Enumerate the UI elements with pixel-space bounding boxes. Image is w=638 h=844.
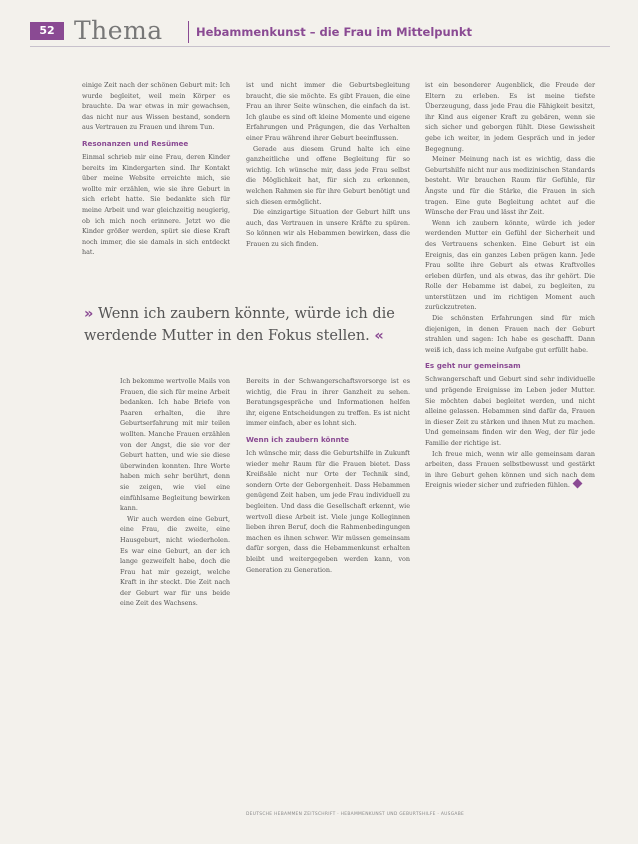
header-divider	[188, 21, 189, 43]
column-1-top	[82, 80, 230, 258]
subheading: Wenn ich zaubern könnte	[246, 434, 350, 444]
paragraph: einige Zeit nach der schönen Geburt mit: Ich wurde begleitet, weil mein Körper es brauchte. Da war etwas in mir gewachsen, das nicht nur aus Wissen bestand, sondern aus Vertrauen zu Frauen und ihrem Tun.	[82, 81, 230, 132]
paragraph: Die einzigartige Situation der Geburt hilft uns auch, das Vertrauen in unsere Kräfte zu spüren. So können wir als Hebammen bewirken, dass die Frauen zu sich finden.	[246, 208, 410, 248]
paragraph: Wenn ich zaubern könnte, würde ich jeder werdenden Mutter ein Gefühl der Sicherheit und des Vertrauens schenken. Eine Geburt ist ein Ereignis, das ein ganzes Leben prägen kann. Jede Frau sollte ihre Geburt als etwas Kraftvolles erleben dürfen, und als etwas, das ihr gehört. Die Rolle der Hebamme ist dabei, zu begleiten, zu unterstützen und im richtigen Moment auch zurückzutreten.	[425, 218, 595, 312]
section-subtitle: Hebammenkunst – die Frau im Mittelpunkt	[196, 25, 473, 39]
column-2-top	[246, 80, 410, 250]
paragraph: Ich bekomme wertvolle Mails von Frauen, die sich für meine Arbeit bedanken. Ich habe Briefe von Paaren erhalten, die ihre Geburtserfahrung mit mir teilen wollten. Manche Frauen erzählen von der Angst, die sie vor der Geburt hatten, und wie sie diese überwinden konnten. Ihre Worte haben mich sehr berührt, denn sie zeigen, wie viel eine einfühlsame Begleitung bewirken kann.	[120, 377, 230, 513]
paragraph: ist und nicht immer die Geburtsbegleitung braucht, die sie möchte. Es gibt Frauen, die eine Frau an ihrer Seite wünschen, die einfach da ist. Ich glaube es sind oft kleine Momente und eigene Erfahrungen und Prägungen, die das Verhalten einer Frau während ihrer Geburt beeinflussen.	[246, 81, 410, 142]
quote-open-mark: »	[84, 306, 94, 322]
column-3	[425, 80, 595, 491]
subheading: Es geht nur gemeinsam	[425, 361, 521, 371]
paragraph: Ich wünsche mir, dass die Geburtshilfe in Zukunft wieder mehr Raum für die Frauen bietet. Dass Kreißsäle nicht nur Orte der Technik sind, sondern Orte der Geborgenheit. Dass Hebammen genügend Zeit haben, um jede Frau individuell zu begleiten. Und dass die Gesellschaft erkennt, wie wertvoll diese Arbeit ist. Viele junge Kolleginnen lieben ihren Beruf, doch die Rahmenbedingungen machen es ihnen schwer. Wir müssen gemeinsam dafür sorgen, dass die Hebammenkunst erhalten bleibt und weitergegeben werden kann, von Generation zu Generation.	[246, 448, 410, 574]
paragraph-text: Ich freue mich, wenn wir alle gemeinsam daran arbeiten, dass Frauen selbstbewusst und gestärkt in ihre Geburt gehen können und sich nach dem Ereignis wieder sicher und zufrieden fühlen.	[425, 449, 595, 490]
paragraph: ist ein besonderer Augenblick, die Freude der Eltern zu erleben. Es ist meine tiefste Überzeugung, dass jede Frau die Fähigkeit besitzt, ihr Kind aus eigener Kraft zu gebären, wenn sie sich sicher und geborgen fühlt. Diese Gewissheit gebe ich weiter, in jedem Gespräch und in jeder Begegnung.	[425, 81, 595, 153]
paragraph: Die schönsten Erfahrungen sind für mich diejenigen, in denen Frauen nach der Geburt strahlen und sagen: Ich habe es geschafft. Dann weiß ich, dass ich meine Aufgabe gut erfüllt habe.	[425, 314, 595, 354]
subheading: Resonanzen und Resümee	[82, 138, 189, 148]
quote-close-mark: «	[374, 328, 384, 344]
header-rule	[30, 46, 610, 47]
paragraph: Einmal schrieb mir eine Frau, deren Kinder bereits im Kindergarten sind. Ihr Kontakt über meine Website erreichte mich, sie wollte mir erzählen, wie sie ihre Geburt in sich erlebt hatte. Sie bedankte sich für meine Arbeit und war gleichzeitig neugierig, ob ich mich noch erinnere. Jetzt wo die Kinder größer werden, spürt sie diese Kraft noch immer, die sie damals in sich entdeckt hat.	[82, 152, 230, 257]
pull-quote	[84, 303, 414, 347]
paragraph: Wir auch werden eine Geburt, eine Frau, die zweite, eine Hausgeburt, nicht wiederholen. Es war eine Geburt, an der ich lange gezweifelt habe, doch die Frau hat mir gezeigt, welche Kraft in ihr steckt. Die Zeit nach der Geburt war für uns beide eine Zeit des Wachsens.	[120, 514, 230, 608]
article-end-icon	[572, 479, 582, 489]
paragraph	[425, 449, 595, 491]
section-title: Thema	[74, 16, 163, 45]
paragraph: Schwangerschaft und Geburt sind sehr individuelle und prägende Ereignisse im Leben jeder Mutter. Sie möchten dabei begleitet werden, und nicht alleine gelassen. Hebammen sind dafür da, Frauen in dieser Zeit zu stärken und ihnen Mut zu machen. Und gemeinsam finden wir den Weg, der für jede Familie der richtige ist.	[425, 375, 595, 447]
paragraph: Bereits in der Schwangerschaftsvorsorge ist es wichtig, die Frau in ihrer Ganzheit zu sehen. Beratungsgespräche und Informationen helfen ihr, eigene Entscheidungen zu treffen. Es ist nicht immer einfach, aber es lohnt sich.	[246, 377, 410, 428]
column-2-bottom	[246, 376, 410, 575]
column-1-bottom	[120, 376, 230, 609]
page-number: 52	[30, 22, 64, 40]
page-footer: DEUTSCHE HEBAMMEN ZEITSCHRIFT · HEBAMMENKUNST UND GEBURTSHILFE · AUSGABE	[246, 812, 465, 817]
quote-text: Wenn ich zaubern könnte, würde ich die werdende Mutter in den Fokus stellen.	[84, 306, 395, 344]
paragraph: Meiner Meinung nach ist es wichtig, dass die Geburtshilfe nicht nur aus medizinischen Standards besteht. Wir brauchen Raum für Gefühle, für Ängste und für die Stärke, die Frauen in sich tragen. Eine gute Begleitung achtet auf die Wünsche der Frau und lässt ihr Zeit.	[425, 155, 595, 217]
paragraph: Gerade aus diesem Grund halte ich eine ganzheitliche und offene Begleitung für so wichtig. Ich wünsche mir, dass jede Frau selbst die Möglichkeit hat, für sich zu erkennen, welchen Rahmen sie für ihre Geburt benötigt und sich diesen ermöglicht.	[246, 144, 410, 206]
